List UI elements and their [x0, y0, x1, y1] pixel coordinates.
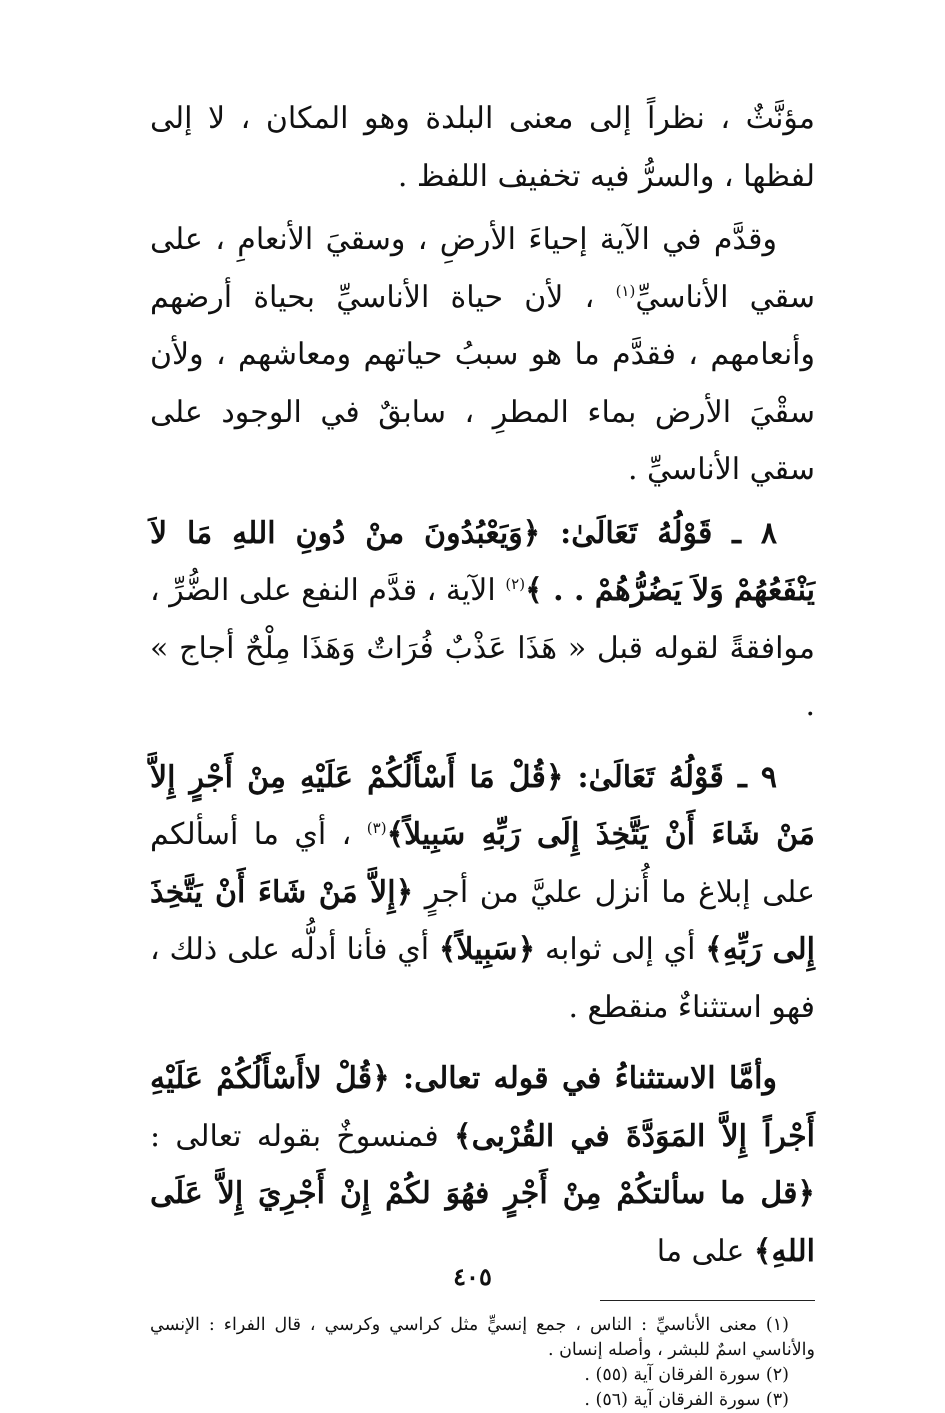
- section-8-number: ٨ ـ: [712, 515, 777, 551]
- footnote-1: (١) معنى الأناسيِّ : الناس ، جمع إنسيٍّ مثل كراسي وكرسي ، قال الفراء : الإنسي والأناسي اسمٌ للبشر ، وأصله إنسان .: [150, 1315, 815, 1360]
- footnote-divider: [600, 1300, 815, 1301]
- paragraph-4-verse-2: ﴿قل ما سألتكُمْ مِنْ أَجْرٍ فهُوَ لكُمْ إِنْ أَجْرِيَ إِلاَّ عَلَى اللهِ﴾: [150, 1176, 815, 1269]
- section-9-lead: قَوْلُهُ تَعَالَىٰ:: [563, 759, 724, 795]
- spacer: [150, 1036, 815, 1050]
- footnote-ref-1: (١): [615, 281, 636, 300]
- paragraph-1: [150, 90, 815, 205]
- footnote-ref-2: (٢): [505, 575, 526, 593]
- paragraph-4-verse-1: ﴿قُلْ لاأَسْأَلُكُمْ عَلَيْهِ أَجْراً إِلاَّ المَوَدَّةَ في القُرْبى﴾: [150, 1061, 815, 1154]
- paragraph-2-text-a: وقدَّم في الآية إحياءَ الأرضِ ، وسقيَ الأنعامِ ، على سقي الأناسيِّ: [150, 222, 815, 315]
- footnote-3: (٣) سورة الفرقان آية (٥٦) .: [584, 1390, 789, 1410]
- paragraph-4: [150, 1050, 815, 1280]
- section-9-commentary-1: ، أي ما أسألكم على إبلاغ ما أُنزل عليَّ من أجرٍ: [150, 817, 815, 910]
- section-8-commentary: الآية ، قدَّم النفع على الضُّرِّ ، موافقةً لقوله قبل « هَذَا عَذْبٌ فُرَاتٌ وَهَذَا مِلْحٌ أجاج » .: [150, 573, 815, 723]
- page-number: ٤٠٥: [453, 1262, 492, 1291]
- paragraph-4-mid: فمنسوخٌ بقوله تعالى :: [150, 1118, 455, 1154]
- paragraph-2: [150, 211, 815, 499]
- paragraph-4-end: على ما: [656, 1233, 754, 1269]
- section-9-verse-2: ﴿إِلاَّ مَنْ شَاءَ أَنْ يَتَّخِذَ إِلى رَبِّهِ﴾: [150, 874, 815, 967]
- footnote-2: (٢) سورة الفرقان آية (٥٥) .: [584, 1365, 789, 1385]
- section-8-lead: قَوْلُهُ تَعَالَىٰ:: [540, 515, 713, 551]
- section-9-commentary-3: أي فأنا أدلُّه على ذلك ، فهو استثناءٌ منقطع .: [150, 932, 815, 1025]
- section-9-number: ٩ ـ: [723, 759, 777, 795]
- section-9: [150, 749, 815, 1037]
- spacer: [150, 735, 815, 749]
- page-body: [150, 90, 815, 1413]
- paragraph-4-lead: وأمَّا الاستثناءُ في قوله تعالى:: [389, 1061, 777, 1096]
- section-9-verse: ﴿قُلْ مَا أَسْأَلُكُمْ عَلَيْهِ مِنْ أَجْرٍ إِلاَّ مَنْ شَاءَ أَنْ يَتَّخِذَ إِلَى رَبِّهِ سَبِيلاً﴾: [150, 759, 816, 852]
- footnotes: [150, 1313, 815, 1413]
- section-9-verse-3: ﴿سَبِيلاً﴾: [438, 932, 536, 967]
- section-9-commentary-2: أي إلى ثوابه: [535, 932, 706, 967]
- footnote-ref-3: (٣): [366, 819, 387, 837]
- paragraph-2-text-b: ، لأن حياة الأناسيِّ بحياة أرضهم وأنعامهم ، فقدَّم ما هو سببُ حياتهم ومعاشهم ، ولأن سقْيَ الأرض بماء المطرِ ، سابقٌ في الوجود على سقي الأناسيِّ .: [150, 279, 815, 487]
- section-8: [150, 505, 815, 735]
- section-8-verse: ﴿وَيَعْبُدُونَ منْ دُونِ اللهِ مَا لاَ يَنْفَعُهُمْ وَلاَ يَضُرُّهُمْ . . ﴾: [150, 515, 815, 608]
- paragraph-1-text: مؤنَّثٌ ، نظراً إلى معنى البلدة وهو المكان ، لا إلى لفظها ، والسرُّ فيه تخفيف اللفظ .: [150, 101, 815, 194]
